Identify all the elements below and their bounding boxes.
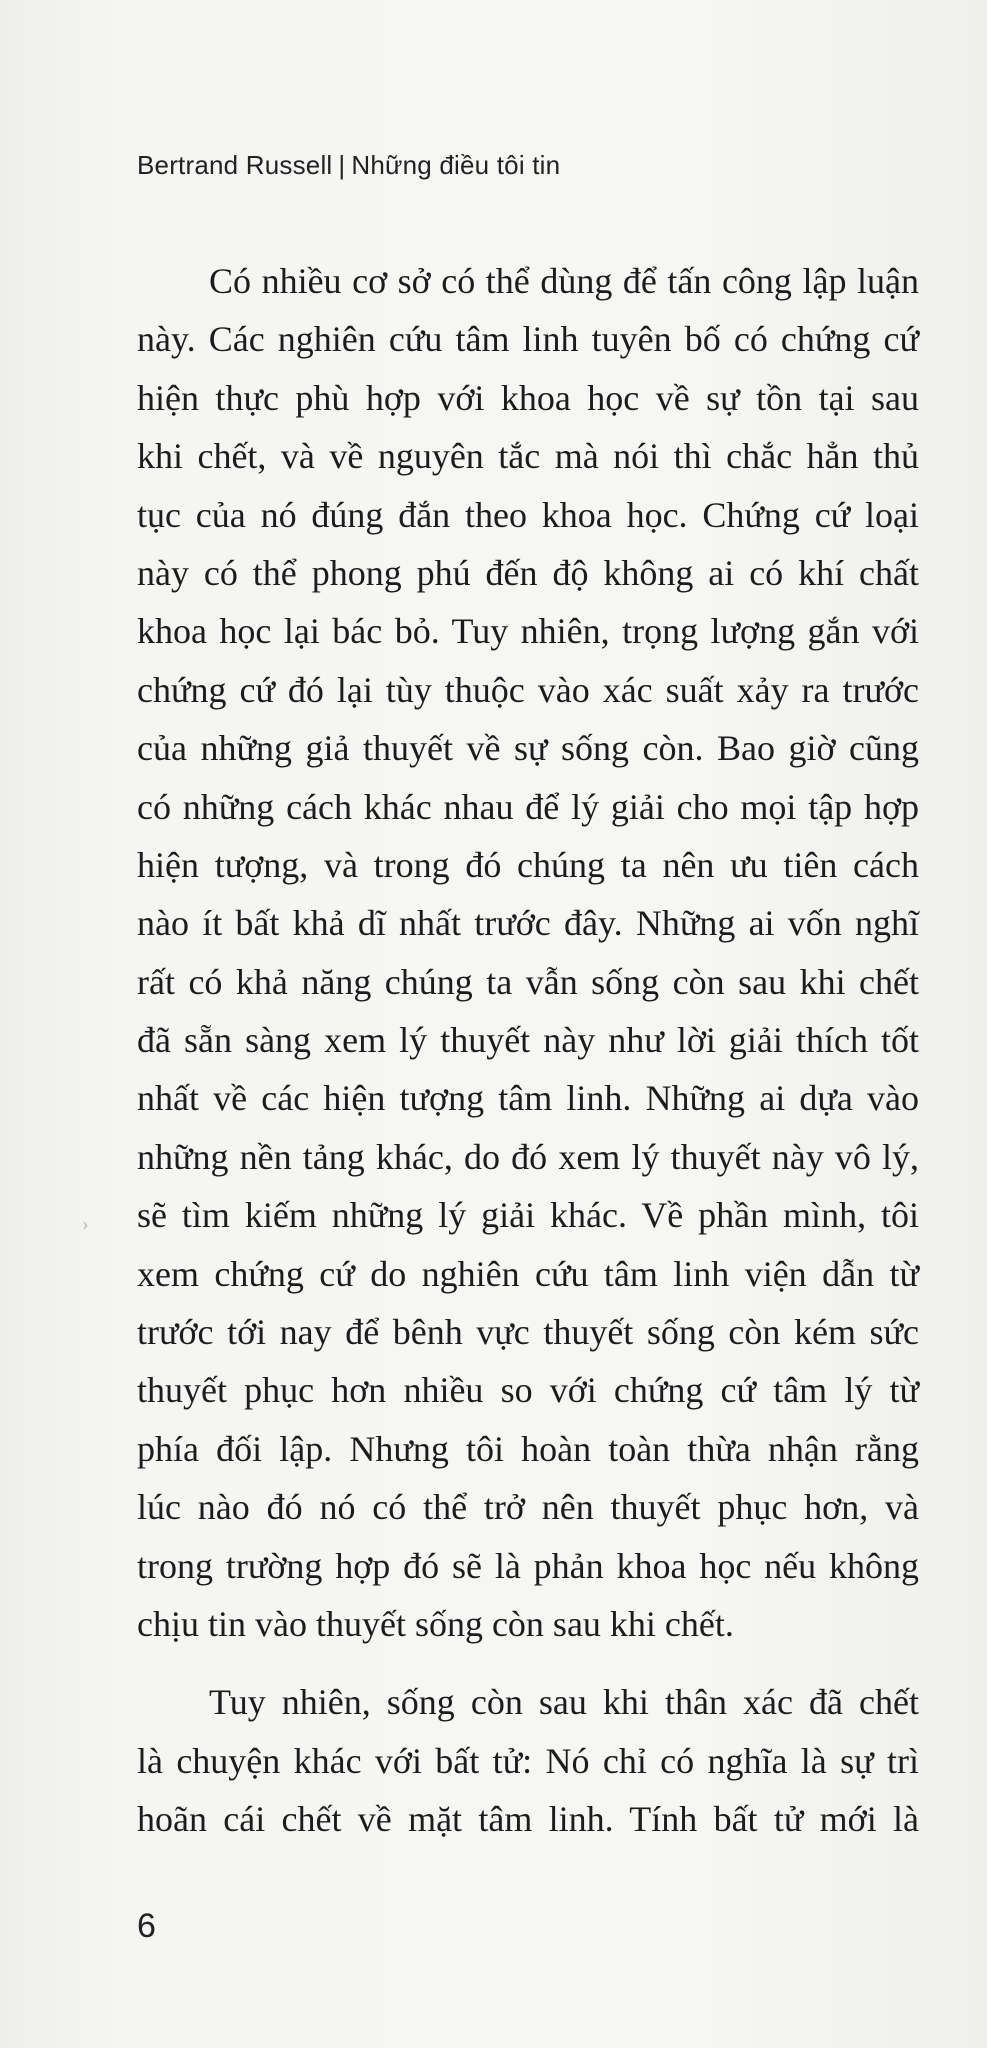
- text-line: nhất về các hiện tượng tâm linh. Những ai dựa vào: [137, 1078, 919, 1119]
- paragraph: [137, 1673, 919, 1848]
- page-number: 6: [137, 1907, 156, 1945]
- text-line: nào ít bất khả dĩ nhất trước đây. Những ai vốn nghĩ: [137, 903, 919, 944]
- text-line: lúc nào đó nó có thể trở nên thuyết phục hơn, và: [137, 1487, 919, 1528]
- text-line: hiện tượng, và trong đó chúng ta nên ưu tiên cách: [137, 844, 919, 885]
- paragraph: [137, 252, 919, 1653]
- text-line: khoa học lại bác bỏ. Tuy nhiên, trọng lượng gắn với: [137, 611, 919, 652]
- body-text: [137, 252, 919, 1849]
- text-line: hoãn cái chết về mặt tâm linh. Tính bất tử mới là: [137, 1799, 919, 1840]
- header-book-title: Những điều tôi tin: [351, 150, 561, 180]
- text-line: khi chết, và về nguyên tắc mà nói thì chắc hẳn thủ: [137, 436, 919, 477]
- header-separator: |: [338, 150, 346, 180]
- text-line: phía đối lập. Nhưng tôi hoàn toàn thừa nhận rằng: [137, 1428, 919, 1469]
- running-header: [137, 150, 560, 181]
- text-line: chịu tin vào thuyết sống còn sau khi chết.: [137, 1603, 734, 1644]
- text-line: Tuy nhiên, sống còn sau khi thân xác đã chết: [209, 1682, 919, 1723]
- margin-mark: ›: [82, 1213, 89, 1235]
- text-line: rất có khả năng chúng ta vẫn sống còn sau khi chết: [137, 961, 919, 1002]
- text-line: hiện thực phù hợp với khoa học về sự tồn tại sau: [137, 377, 919, 418]
- text-line: là chuyện khác với bất tử: Nó chỉ có nghĩa là sự trì: [137, 1740, 919, 1781]
- paragraph-gap: [137, 1653, 919, 1673]
- text-line: đã sẵn sàng xem lý thuyết này như lời giải thích tốt: [137, 1020, 919, 1061]
- text-line: những nền tảng khác, do đó xem lý thuyết này vô lý,: [137, 1136, 919, 1177]
- text-line: chứng cứ đó lại tùy thuộc vào xác suất xảy ra trước: [137, 669, 919, 710]
- header-author: Bertrand Russell: [137, 150, 333, 180]
- text-line: này. Các nghiên cứu tâm linh tuyên bố có chứng cứ: [137, 319, 919, 360]
- text-line: trong trường hợp đó sẽ là phản khoa học nếu không: [137, 1545, 919, 1586]
- text-line: của những giả thuyết về sự sống còn. Bao giờ cũng: [137, 728, 919, 769]
- text-line: trước tới nay để bênh vực thuyết sống còn kém sức: [137, 1312, 919, 1353]
- text-line: này có thể phong phú đến độ không ai có khí chất: [137, 552, 919, 593]
- text-line: sẽ tìm kiếm những lý giải khác. Về phần mình, tôi: [137, 1195, 919, 1236]
- text-line: tục của nó đúng đắn theo khoa học. Chứng cứ loại: [137, 494, 919, 535]
- text-line: có những cách khác nhau để lý giải cho mọi tập hợp: [137, 786, 919, 827]
- text-line: xem chứng cứ do nghiên cứu tâm linh viện dẫn từ: [137, 1253, 919, 1294]
- text-line: thuyết phục hơn nhiều so với chứng cứ tâm lý từ: [137, 1370, 919, 1411]
- text-line: Có nhiều cơ sở có thể dùng để tấn công lập luận: [209, 261, 919, 301]
